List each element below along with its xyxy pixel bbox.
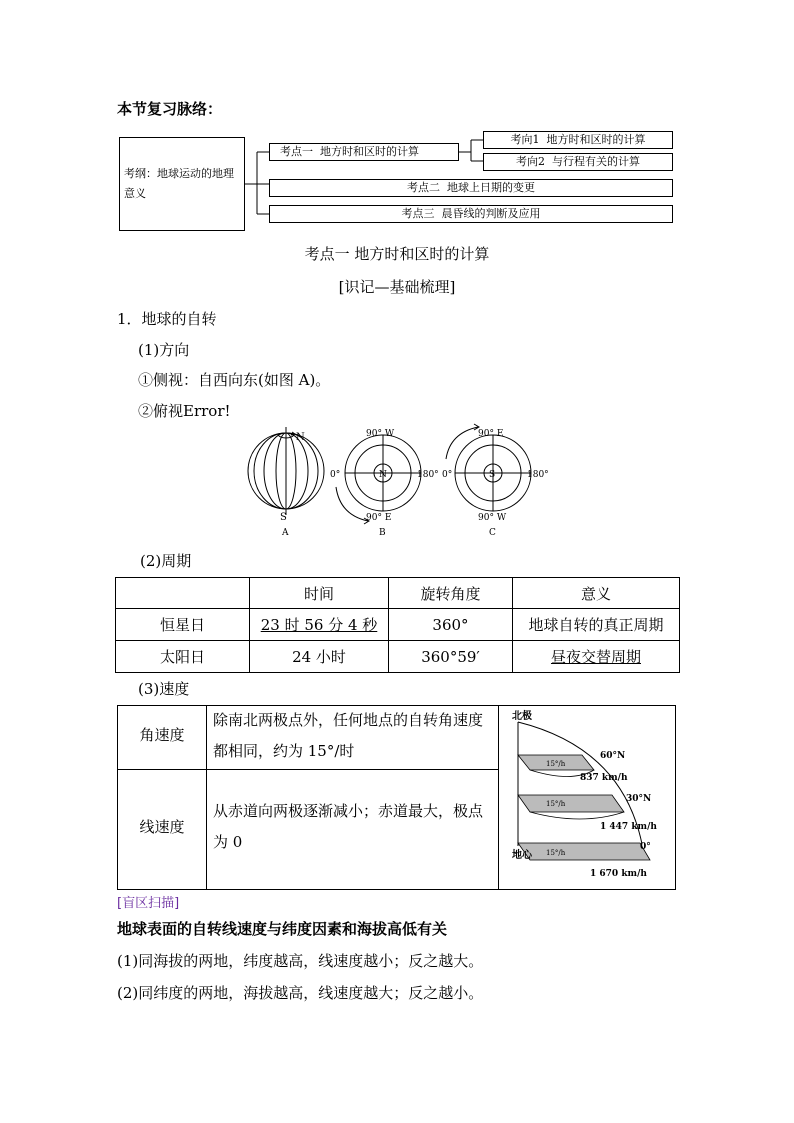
linear-speed-label: 线速度 — [139, 818, 185, 836]
b-right-label: 180° — [417, 470, 439, 480]
period-cell: 太阳日 — [116, 641, 250, 673]
point-3-text: 晨昏线的判断及应用 — [441, 207, 541, 220]
angular-speed-label: 角速度 — [139, 726, 185, 744]
b-top-label: 90° W — [366, 429, 395, 439]
slice-30 — [518, 795, 624, 812]
item-1-heading: 1．地球的自转 — [117, 310, 217, 328]
top-view-text: ②俯视Error! — [138, 402, 231, 420]
speed-figure — [502, 708, 674, 888]
v-30-label: 1 447 km/h — [600, 822, 657, 832]
v-60-label: 837 km/h — [580, 773, 628, 783]
speed-label: (3)速度 — [138, 680, 190, 698]
c-center-label: S — [489, 470, 496, 480]
globe-s-label: S — [280, 512, 287, 523]
note-title: 地球表面的自转线速度与纬度因素和海拔高低有关 — [117, 920, 448, 938]
earth-center-label: 地心 — [512, 850, 532, 861]
point-1-label: 考点一 — [280, 145, 313, 158]
note-2: (2)同纬度的两地，海拔越高，线速度越大；反之越小。 — [117, 984, 484, 1002]
lat-0-label: 0° — [640, 842, 651, 852]
label-c: C — [489, 528, 496, 538]
outline-root: 考纲：地球运动的地理意义 — [119, 137, 245, 231]
period-header-time: 时间 — [250, 578, 389, 609]
c-right-label: 180° — [527, 470, 549, 480]
direction-2-label: 考向2 — [516, 155, 545, 168]
c-left-label: 0° — [442, 470, 453, 480]
period-table — [115, 577, 680, 673]
direction-2-text: 与行程有关的计算 — [552, 155, 640, 168]
period-cell: 地球自转的真正周期 — [513, 609, 680, 641]
rate-label-30: 15°/h — [546, 800, 566, 808]
b-left-label: 0° — [330, 470, 341, 480]
point-1-text: 地方时和区时的计算 — [320, 145, 419, 158]
outline-point-3 — [269, 205, 673, 223]
label-b: B — [379, 528, 386, 538]
period-cell: 360° — [389, 609, 513, 641]
rate-label-60: 15°/h — [546, 760, 566, 768]
period-header-meaning: 意义 — [513, 578, 680, 609]
b-center-label: N — [379, 470, 387, 480]
globe-n-label: N — [296, 432, 305, 443]
globe-a — [248, 427, 324, 515]
lat-30-label: 30°N — [626, 794, 652, 804]
point-3-label: 考点三 — [401, 207, 435, 220]
outline-point-2 — [269, 179, 673, 197]
side-view-text: ①侧视：自西向东(如图 A)。 — [138, 371, 331, 389]
period-cell: 24 小时 — [250, 641, 389, 673]
angular-speed-text: 除南北两极点外，任何地点的自转角速度都相同，约为 15°/时 — [213, 711, 484, 760]
lat-60-label: 60°N — [600, 751, 626, 761]
v-0-label: 1 670 km/h — [590, 869, 647, 879]
period-cell: 23 时 56 分 4 秒 — [250, 609, 389, 641]
c-top-label: 90° E — [478, 429, 504, 439]
note-1: (1)同海拔的两地，纬度越高，线速度越小；反之越大。 — [117, 952, 484, 970]
section-title: 本节复习脉络： — [117, 100, 223, 118]
outline-direction-2 — [483, 153, 673, 171]
period-cell: 360°59′ — [389, 641, 513, 673]
period-cell: 恒星日 — [116, 609, 250, 641]
speed-table — [117, 705, 676, 890]
direction-label: (1)方向 — [138, 341, 190, 359]
b-bottom-label: 90° E — [366, 513, 392, 523]
point-2-label: 考点二 — [407, 181, 440, 194]
direction-1-text: 地方时和区时的计算 — [546, 133, 646, 146]
linear-speed-text: 从赤道向两极逐渐减小；赤道最大，极点为 0 — [213, 802, 484, 851]
outline-point-1 — [269, 143, 459, 161]
sub-heading: [识记—基础梳理] — [338, 278, 456, 296]
blind-spot-label: [盲区扫描] — [117, 896, 180, 911]
period-header-angle: 旋转角度 — [389, 578, 513, 609]
north-pole-label: 北极 — [512, 711, 532, 722]
direction-1-label: 考向1 — [510, 133, 540, 146]
point-heading: 考点一 地方时和区时的计算 — [304, 245, 490, 263]
label-a: A — [282, 528, 289, 538]
c-bottom-label: 90° W — [478, 513, 507, 523]
period-label: (2)周期 — [140, 552, 192, 570]
period-header-blank — [116, 578, 250, 609]
rotation-figure — [240, 423, 560, 543]
outline-direction-1 — [483, 131, 673, 149]
point-2-text: 地球上日期的变更 — [447, 181, 535, 194]
period-cell: 昼夜交替周期 — [513, 641, 680, 673]
rate-label-0: 15°/h — [546, 849, 566, 857]
slice-0 — [518, 843, 650, 860]
